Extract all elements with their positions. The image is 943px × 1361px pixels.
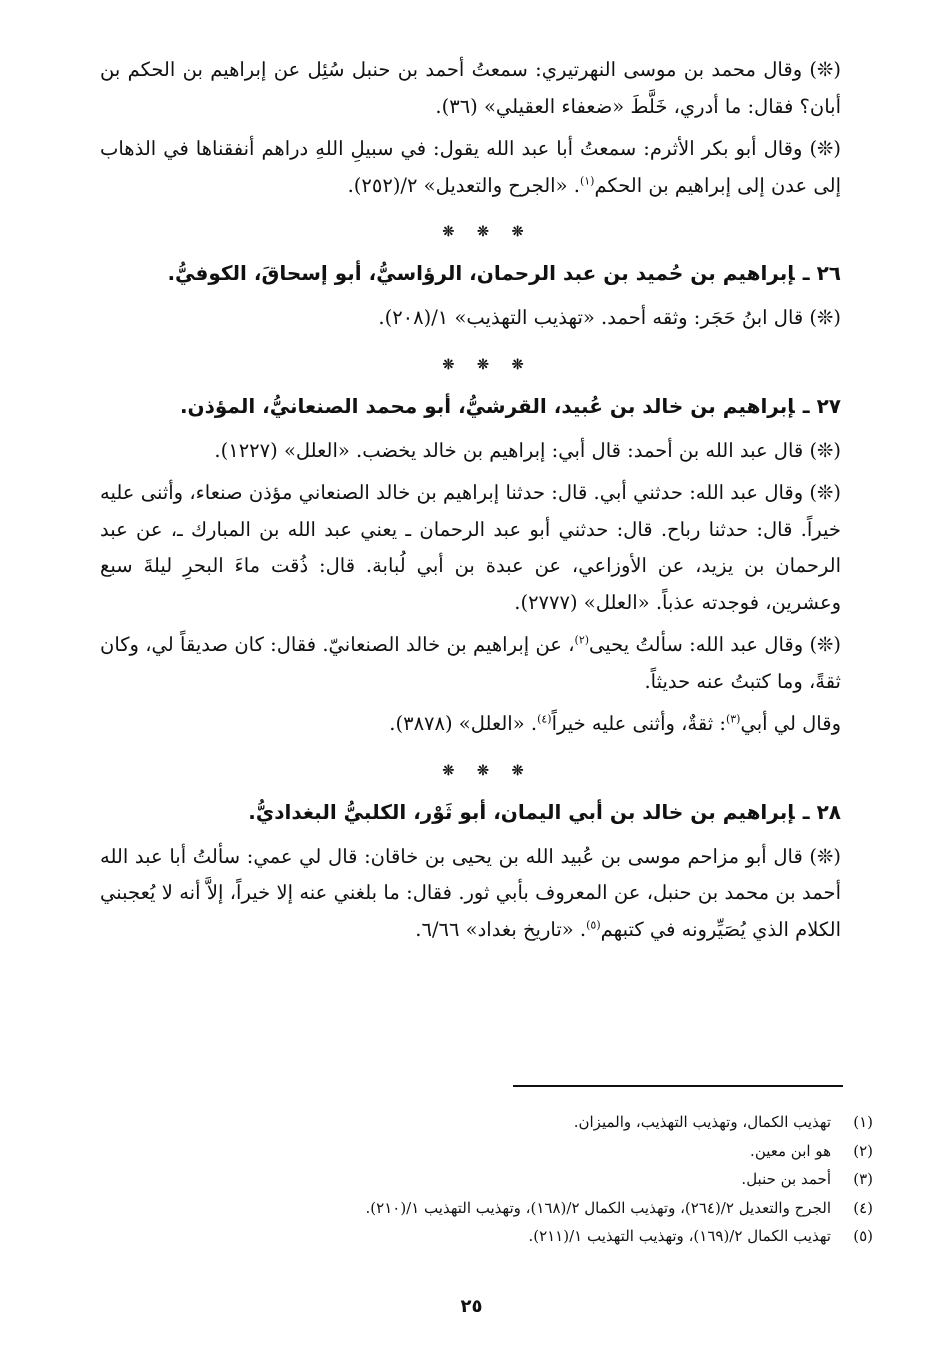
paragraph-6-text: (❊) وقال عبد الله: سألتُ يحيى bbox=[589, 633, 841, 656]
paragraph-6 bbox=[100, 627, 875, 700]
paragraph-7 bbox=[100, 706, 875, 743]
footnote-text: أحمد بن حنبل. bbox=[741, 1170, 831, 1188]
paragraph-2-citation: . «الجرح والتعديل» ٢/(٢٥٢). bbox=[347, 173, 580, 197]
entry-number: ٢٧ ـ bbox=[802, 393, 841, 418]
paragraph-8 bbox=[100, 839, 875, 949]
footnote-2 bbox=[93, 1137, 873, 1166]
paragraph-2-text: (❊) وقال أبو بكر الأثرم: سمعتُ أبا عبد الله يقول: في سبيلِ اللهِ دراهم أنفقناها في الذهاب إلى عدن إلى إبراهيم بن الحكم bbox=[100, 137, 841, 197]
footnote-ref-4[interactable]: (٤) bbox=[537, 712, 552, 726]
paragraph-7-middle: : ثقةٌ، وأثنى عليه خيراً bbox=[551, 712, 726, 735]
footnote-text: الجرح والتعديل ٢/(٢٦٤)، وتهذيب الكمال ٢/(١٦٨)، وتهذيب التهذيب ١/(٢١٠). bbox=[365, 1198, 831, 1217]
paragraph-1: (❊) وقال محمد بن موسى النهرتيري: سمعتُ أحمد بن حنبل سُئِل عن إبراهيم بن الحكم بن أبان؟ فقال: ما أدري، خَلَّطَ «ضعفاء العقيلي» (٣٦). bbox=[100, 58, 841, 118]
entry-number: ٢٨ ـ bbox=[802, 799, 841, 824]
page-body bbox=[100, 52, 875, 954]
paragraph-8-text: (❊) قال أبو مزاحم موسى بن عُبيد الله بن يحيى بن خاقان: قال لي عمي: سألتُ أبا عبد الله أحمد بن محمد بن حنبل، عن المعروف بأبي ثور. فقال: ما بلغني عنه إلا خيراً، إلاَّ أنه لا يُعجبني الكلام الذي يُصَيِّرونه في كتبهم bbox=[100, 844, 841, 941]
section-separator: ❊ ❊ ❊ bbox=[442, 224, 533, 240]
section-separator: ❊ ❊ ❊ bbox=[442, 356, 533, 373]
footnote-text: هو ابن معين. bbox=[750, 1141, 831, 1160]
paragraph-5: (❊) وقال عبد الله: حدثني أبي. قال: حدثنا إبراهيم بن خالد الصنعاني مؤذن صنعاء، وأثنى عليه خيراً. قال: حدثنا رباح. قال: حدثني أبو عبد الرحمان ـ يعني عبد الله بن المبارك ـ، عن عبد الرحمان بن يزيد، عن الأوزاعي، عن عبدة بن أبي لُبابة. قال: ذُقت ماءَ البحرِ ليلةَ سبع وعشرين، فوجدته عذباً. «العلل» (٢٧٧٧). bbox=[100, 481, 841, 614]
footnotes bbox=[93, 1108, 873, 1251]
paragraph-3: (❊) قال ابنُ حَجَر: وثقه أحمد. «تهذيب التهذيب» ١/(٢٠٨). bbox=[378, 306, 841, 329]
footnote-number: (٢) bbox=[853, 1141, 873, 1160]
entry-heading-28 bbox=[100, 793, 875, 831]
paragraph-4: (❊) قال عبد الله بن أحمد: قال أبي: إبراهيم بن خالد يخضب. «العلل» (١٢٢٧). bbox=[214, 438, 841, 462]
footnote-3 bbox=[93, 1165, 873, 1194]
paragraph-8-citation: . «تاريخ بغداد» ٦/٦٦. bbox=[415, 917, 587, 941]
footnote-ref-1[interactable]: (١) bbox=[579, 174, 595, 187]
footnote-1 bbox=[93, 1108, 873, 1137]
footnote-4 bbox=[93, 1194, 873, 1223]
footnote-divider bbox=[513, 1085, 843, 1087]
entry-title: إبراهيم بن حُميد بن عبد الرحمان، الرؤاسيُّ، أبو إسحاقَ، الكوفيُّ. bbox=[167, 261, 795, 285]
footnote-ref-2[interactable]: (٢) bbox=[574, 633, 590, 647]
entry-number: ٢٦ ـ bbox=[802, 261, 841, 285]
footnote-text: تهذيب الكمال ٢/(١٦٩)، وتهذيب التهذيب ١/(٢١١). bbox=[528, 1227, 831, 1245]
footnote-5 bbox=[93, 1222, 873, 1251]
entry-title: إبراهيم بن خالد بن عُبيد، القرشيُّ، أبو محمد الصنعانيُّ، المؤذن. bbox=[179, 393, 795, 418]
page-number: ٢٥ bbox=[460, 1296, 483, 1317]
footnote-text: تهذيب الكمال، وتهذيب التهذيب، والميزان. bbox=[573, 1113, 831, 1131]
footnote-number: (٤) bbox=[853, 1198, 873, 1217]
footnote-number: (١) bbox=[853, 1113, 873, 1131]
footnote-number: (٣) bbox=[853, 1170, 873, 1188]
footnote-number: (٥) bbox=[853, 1227, 873, 1245]
section-separator: ❊ ❊ ❊ bbox=[442, 762, 533, 779]
footnote-ref-3[interactable]: (٣) bbox=[725, 712, 741, 726]
paragraph-6-rest: ، عن إبراهيم بن خالد الصنعانيّ. فقال: كان صديقاً لي، وكان ثقةً، وما كتبتُ عنه حديثاً. bbox=[100, 633, 841, 693]
paragraph-2 bbox=[100, 131, 875, 204]
paragraph-7-citation: . «العلل» (٣٨٧٨). bbox=[389, 712, 538, 735]
entry-heading-27 bbox=[100, 387, 875, 425]
entry-heading-26 bbox=[100, 254, 875, 292]
footnote-ref-5[interactable]: (٥) bbox=[586, 918, 601, 931]
paragraph-7-text: وقال لي أبي bbox=[740, 712, 841, 735]
entry-title: إبراهيم بن خالد بن أبي اليمان، أبو ثَوْر، الكلبيُّ البغداديُّ. bbox=[248, 799, 795, 824]
